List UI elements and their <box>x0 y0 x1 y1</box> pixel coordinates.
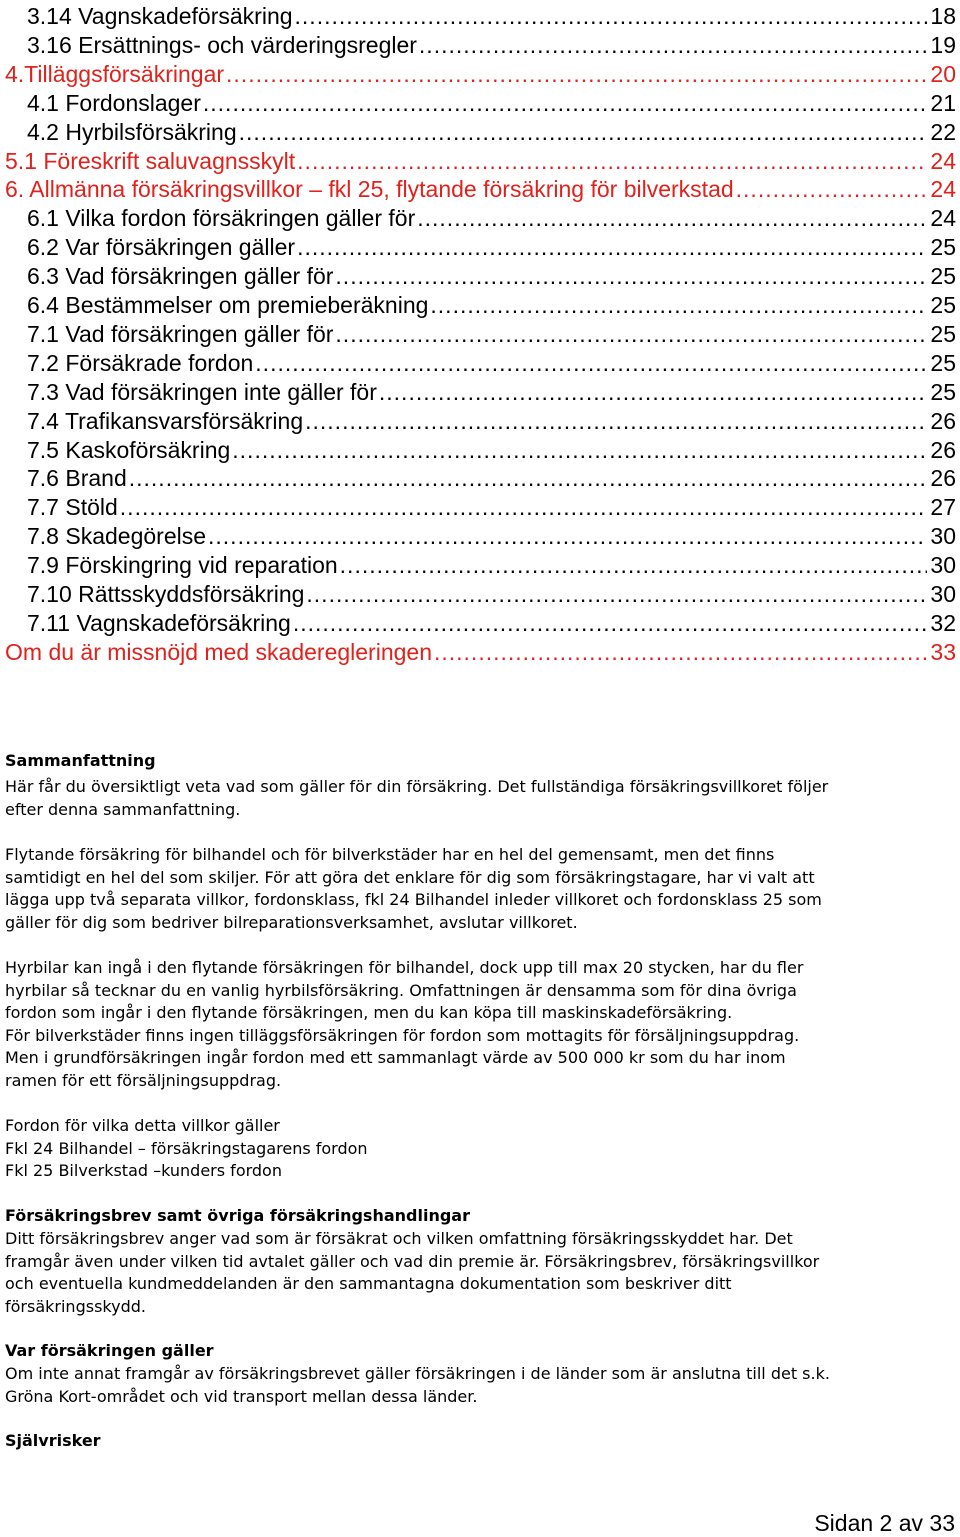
toc-dot-leader <box>232 437 927 463</box>
toc-dot-leader <box>226 61 927 87</box>
toc-entry-page: 24 <box>930 205 956 232</box>
toc-entry-title: 4.1 Fordonslager <box>27 89 201 116</box>
toc-entry-page: 25 <box>930 263 956 290</box>
toc-entry-title: 6.2 Var försäkringen gäller <box>27 234 296 261</box>
toc-entry-title: 7.7 Stöld <box>27 494 118 521</box>
toc-entry-title: 6.4 Bestämmelser om premieberäkning <box>27 292 429 318</box>
toc-dot-leader <box>419 32 927 58</box>
toc-entry[interactable] <box>0 607 956 636</box>
where-valid-paragraph: Om inte annat framgår av försäkringsbrevet gäller försäkringen i de länder som är anslutna till det s.k. Gröna Kort-området och vid transport mellan dessa länder. <box>5 1364 830 1406</box>
toc-entry-page: 26 <box>930 407 956 434</box>
toc-dot-leader <box>430 292 927 318</box>
vehicles-paragraph: Fordon för vilka detta villkor gäller Fkl 24 Bilhandel – försäkringstagarens fordon Fkl 25 Bilverkstad –kunders fordon <box>5 1116 368 1181</box>
toc-entry-title: 7.4 Trafikansvarsförsäkring <box>27 407 304 434</box>
toc-entry[interactable] <box>0 231 956 260</box>
toc-entry[interactable] <box>0 347 956 376</box>
toc-entry-page: 33 <box>930 638 956 665</box>
toc-entry[interactable] <box>0 0 956 29</box>
summary-paragraph-rental-cars: Hyrbilar kan ingå i den flytande försäkringen för bilhandel, dock upp till max 20 stycken, har du fler hyrbilar så tecknar du en vanlig hyrbilsförsäkring. Omfattningen är densamma som för dina övriga fordon som ingår i den flytande försäkringen, men du kan köpa till maskinskadeförsäkring. För bilverkstäder finns ingen tilläggsförsäkringen för fordon som mottagits för försäljningsuppdrag. Men i grundförsäkringen ingår fordon med ett sammanlagt värde av 500 000 kr som du har inom ramen för ett försäljningsuppdrag. <box>5 958 804 1090</box>
toc-entry[interactable] <box>0 116 956 145</box>
toc-entry[interactable] <box>0 549 956 578</box>
toc-entry-title: 7.2 Försäkrade fordon <box>27 349 254 376</box>
toc-entry[interactable] <box>0 434 956 463</box>
toc-entry-page: 26 <box>930 465 956 492</box>
toc-dot-leader <box>379 379 928 405</box>
toc-entry-title: 3.16 Ersättnings- och värderingsregler <box>27 31 417 58</box>
toc-dot-leader <box>736 176 928 202</box>
toc-dot-leader <box>417 205 927 231</box>
toc-entry[interactable] <box>0 173 956 202</box>
toc-entry-title: 3.14 Vagnskadeförsäkring <box>27 3 293 29</box>
toc-entry[interactable] <box>0 318 956 347</box>
toc-entry-title: 7.1 Vad försäkringen gäller för <box>27 320 334 347</box>
toc-entry[interactable] <box>0 289 956 318</box>
toc-entry[interactable] <box>0 29 956 58</box>
toc-entry-title: 7.5 Kaskoförsäkring <box>27 436 231 463</box>
toc-dot-leader <box>335 321 927 347</box>
toc-entry-page: 30 <box>930 581 956 607</box>
toc-dot-leader <box>293 610 928 636</box>
toc-dot-leader <box>255 350 927 376</box>
toc-entry-page: 24 <box>930 176 956 203</box>
toc-entry[interactable] <box>0 520 956 549</box>
toc-entry[interactable] <box>0 87 956 116</box>
toc-entry[interactable] <box>0 491 956 520</box>
toc-dot-leader <box>434 639 927 665</box>
toc-entry-title: 7.3 Vad försäkringen inte gäller för <box>27 378 377 405</box>
toc-entry-title: 7.8 Skadegörelse <box>27 523 207 550</box>
toc-entry-title: 5.1 Föreskrift saluvagnsskylt <box>5 147 296 174</box>
toc-entry-page: 20 <box>930 60 956 87</box>
toc-dot-leader <box>297 148 927 174</box>
toc-entry-page: 32 <box>930 609 956 636</box>
toc-entry[interactable] <box>0 578 956 607</box>
toc-entry[interactable] <box>0 462 956 491</box>
toc-dot-leader <box>208 523 927 549</box>
toc-entry[interactable] <box>0 58 956 87</box>
toc-entry-title: 7.6 Brand <box>27 465 127 492</box>
toc-entry-page: 26 <box>930 436 956 463</box>
summary-intro-paragraph: Här får du översiktligt veta vad som gäller för din försäkring. Det fullständiga försäkringsvillkoret följer efter denna sammanfattning. <box>5 777 829 819</box>
toc-dot-leader <box>305 408 927 434</box>
toc-entry[interactable] <box>0 405 956 434</box>
toc-dot-leader <box>306 581 927 607</box>
deductibles-heading: Självrisker <box>5 1431 101 1450</box>
toc-entry[interactable] <box>0 260 956 289</box>
toc-entry-title: 7.9 Förskingring vid reparation <box>27 552 338 579</box>
toc-entry-page: 25 <box>930 378 956 405</box>
toc-entry-page: 25 <box>930 234 956 261</box>
toc-entry-title: 6.3 Vad försäkringen gäller för <box>27 263 334 290</box>
insurance-letter-heading: Försäkringsbrev samt övriga försäkringshandlingar <box>5 1206 470 1225</box>
toc-entry-page: 18 <box>930 3 956 29</box>
toc-entry-page: 25 <box>930 349 956 376</box>
toc-entry-page: 19 <box>930 31 956 58</box>
toc-entry-title: 4.2 Hyrbilsförsäkring <box>27 118 237 145</box>
toc-entry-title: 6.1 Vilka fordon försäkringen gäller för <box>27 205 416 232</box>
toc-entry[interactable] <box>0 376 956 405</box>
toc-entry-title: Om du är missnöjd med skaderegleringen <box>5 638 432 665</box>
toc-entry-page: 21 <box>930 89 956 116</box>
toc-entry[interactable] <box>0 202 956 231</box>
toc-entry-page: 24 <box>930 147 956 174</box>
toc-entry-title: 6. Allmänna försäkringsvillkor – fkl 25, flytande försäkring för bilverkstad <box>5 176 734 203</box>
toc-dot-leader <box>203 90 928 116</box>
toc-dot-leader <box>340 552 928 578</box>
summary-paragraph-floating-insurance: Flytande försäkring för bilhandel och för bilverkstäder har en hel del gemensamt, men det finns samtidigt en hel del som skiljer. För att göra det enklare för dig som försäkringstagare, har vi valt att lägga upp två separata villkor, fordonsklass, fkl 24 Bilhandel inleder villkoret och fordonsklass 25 som gäller för dig som bedriver bilreparationsverksamhet, avslutar villkoret. <box>5 845 822 932</box>
page-number: Sidan 2 av 33 <box>814 1510 955 1536</box>
toc-dot-leader <box>297 234 927 260</box>
toc-entry-page: 25 <box>930 320 956 347</box>
toc-dot-leader <box>295 3 928 29</box>
summary-heading: Sammanfattning <box>5 751 156 770</box>
toc-entry-title: 7.10 Rättsskyddsförsäkring <box>27 581 305 607</box>
toc-entry-title: 4.Tilläggsförsäkringar <box>5 60 225 87</box>
toc-entry-title: 7.11 Vagnskadeförsäkring <box>27 609 291 636</box>
toc-entry[interactable] <box>0 145 956 174</box>
toc-entry-page: 30 <box>930 552 956 579</box>
insurance-letter-paragraph: Ditt försäkringsbrev anger vad som är försäkrat och vilken omfattning försäkringsskyddet har. Det framgår även under vilken tid avtalet gäller och vad din premie är. Försäkringsbrev, försäkringsvillkor och eventuella kundmeddelanden är den sammantagna dokumentation som beskriver ditt försäkringsskydd. <box>5 1229 820 1316</box>
toc-entry[interactable] <box>0 636 956 665</box>
toc-entry-page: 22 <box>930 118 956 145</box>
where-valid-heading: Var försäkringen gäller <box>5 1341 214 1360</box>
toc-entry-page: 27 <box>930 494 956 521</box>
toc-dot-leader <box>239 119 928 145</box>
toc-dot-leader <box>129 465 928 491</box>
toc-entry-page: 30 <box>930 523 956 550</box>
toc-dot-leader <box>120 494 928 520</box>
toc-dot-leader <box>335 263 927 289</box>
toc-entry-page: 25 <box>930 292 956 318</box>
